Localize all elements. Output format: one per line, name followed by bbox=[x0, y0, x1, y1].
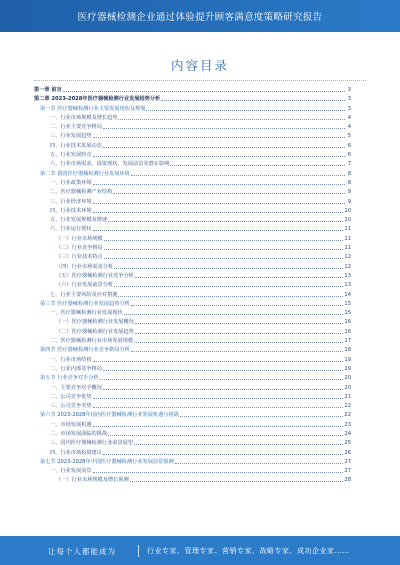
toc-entry[interactable] bbox=[34, 207, 351, 216]
toc-leader-dots bbox=[180, 416, 345, 417]
toc-entry-label: 三、行业经济环境 bbox=[50, 198, 93, 207]
toc-entry-label: 一、市场发展机遇 bbox=[50, 421, 93, 430]
toc-entry-label: 第一章 前言 bbox=[34, 86, 63, 95]
toc-entry[interactable] bbox=[34, 160, 351, 169]
toc-leader-dots bbox=[63, 91, 345, 92]
toc-entry-label: 三、国内医疗器械检测行业前景展望 bbox=[50, 439, 134, 448]
toc-entry-label: 第六节 2023-2028年国内医疗器械检测行业发展机遇与挑战 bbox=[40, 411, 180, 420]
toc-entry[interactable] bbox=[34, 188, 351, 197]
toc-entry-label: 二、市场发展面临的挑战 bbox=[50, 430, 108, 439]
toc-leader-dots bbox=[103, 128, 345, 129]
toc-leader-dots bbox=[114, 268, 345, 269]
toc-entry[interactable] bbox=[34, 263, 351, 272]
toc-entry-page: 15 bbox=[343, 309, 351, 318]
toc-entry-label: （二）行业竞争格局 bbox=[56, 244, 104, 253]
toc-leader-dots bbox=[118, 296, 345, 297]
toc-entry-label: 三、行业发展趋势 bbox=[50, 132, 93, 141]
toc-entry[interactable] bbox=[34, 430, 351, 439]
toc-leader-dots bbox=[93, 426, 345, 427]
toc-entry[interactable] bbox=[34, 244, 351, 253]
toc-entry-page: 12 bbox=[343, 263, 351, 272]
toc-entry-page: 11 bbox=[343, 235, 351, 244]
toc-leader-dots bbox=[104, 240, 345, 241]
toc-entry-label: （五）医疗器械检测行业竞争分析 bbox=[56, 272, 135, 281]
toc-entry[interactable] bbox=[34, 365, 351, 374]
toc-leader-dots bbox=[103, 454, 345, 455]
toc-entry-label: （一）行业市场规模 bbox=[56, 235, 104, 244]
toc-entry-page: 14 bbox=[343, 291, 351, 300]
toc-entry[interactable] bbox=[34, 402, 351, 411]
toc-leader-dots bbox=[104, 258, 345, 259]
toc-entry-page: 9 bbox=[347, 198, 351, 207]
toc-entry-page: 15 bbox=[343, 300, 351, 309]
toc-entry-page: 11 bbox=[343, 244, 351, 253]
toc-entry[interactable] bbox=[34, 476, 351, 485]
toc-entry-page: 21 bbox=[343, 393, 351, 402]
toc-entry[interactable] bbox=[34, 439, 351, 448]
toc-leader-dots bbox=[146, 110, 345, 111]
toc-entry-page: 19 bbox=[343, 356, 351, 365]
toc-leader-dots bbox=[93, 230, 345, 231]
toc-leader-dots bbox=[113, 193, 345, 194]
toc-entry[interactable] bbox=[34, 393, 351, 402]
toc-entry[interactable] bbox=[34, 328, 351, 337]
toc-entry-page: 9 bbox=[347, 188, 351, 197]
toc-entry-page: 5 bbox=[347, 132, 351, 141]
toc-leader-dots bbox=[93, 137, 345, 138]
toc-entry-page: 28 bbox=[343, 476, 351, 485]
toc-entry-page: 10 bbox=[343, 207, 351, 216]
toc-heading-divider bbox=[34, 80, 366, 81]
toc-entry[interactable] bbox=[34, 105, 351, 114]
toc-entry-label: 一、行业市场规模及增长趋势 bbox=[50, 114, 118, 123]
toc-leader-dots bbox=[93, 407, 345, 408]
toc-entry-page: 19 bbox=[343, 365, 351, 374]
toc-entry-page: 6 bbox=[347, 151, 351, 160]
toc-leader-dots bbox=[104, 249, 345, 250]
toc-entry-page: 22 bbox=[343, 411, 351, 420]
table-of-contents bbox=[34, 86, 351, 486]
toc-entry[interactable] bbox=[34, 346, 351, 355]
toc-entry[interactable] bbox=[34, 253, 351, 262]
toc-leader-dots bbox=[93, 398, 345, 399]
toc-entry-label: 一、医疗器械检测行业发展现状 bbox=[50, 309, 124, 318]
toc-leader-dots bbox=[93, 361, 345, 362]
toc-entry-label: 七、行业主要风险及应对措施 bbox=[50, 291, 118, 300]
toc-entry[interactable] bbox=[34, 123, 351, 132]
toc-leader-dots bbox=[103, 389, 345, 390]
toc-entry-page: 16 bbox=[343, 328, 351, 337]
toc-entry-label: 第四节 医疗器械检测行业竞争格局分析 bbox=[40, 346, 131, 355]
footer-divider bbox=[138, 545, 139, 557]
toc-entry-label: 第二节 我国医疗器械检测行业发展环境 bbox=[40, 170, 131, 179]
toc-entry-page: 12 bbox=[343, 253, 351, 262]
toc-entry[interactable] bbox=[34, 95, 351, 104]
toc-entry[interactable] bbox=[34, 86, 351, 95]
toc-entry[interactable] bbox=[34, 374, 351, 383]
toc-entry-label: 六、行业市场需求、投资现状、发展前景及潜在影响 bbox=[50, 160, 170, 169]
toc-entry-page: 22 bbox=[343, 402, 351, 411]
toc-entry-label: 第二章 2023-2028年医疗器械检测行业发展趋势分析 bbox=[34, 95, 161, 104]
toc-entry[interactable] bbox=[34, 132, 351, 141]
toc-leader-dots bbox=[134, 342, 345, 343]
toc-leader-dots bbox=[135, 323, 345, 324]
toc-entry[interactable] bbox=[34, 449, 351, 458]
toc-entry[interactable] bbox=[34, 300, 351, 309]
toc-entry-page: 6 bbox=[347, 142, 351, 151]
toc-entry-page: 16 bbox=[343, 318, 351, 327]
page-footer bbox=[0, 536, 400, 565]
toc-entry[interactable] bbox=[34, 411, 351, 420]
toc-entry-page: 24 bbox=[343, 430, 351, 439]
toc-entry-label: 四、行业市场投资建议 bbox=[50, 449, 103, 458]
toc-entry-label: 四、行业技术环境 bbox=[50, 207, 93, 216]
footer-slogan: 让每个人都能成为 bbox=[48, 547, 116, 556]
toc-leader-dots bbox=[93, 203, 345, 204]
toc-leader-dots bbox=[108, 435, 345, 436]
toc-entry[interactable] bbox=[34, 142, 351, 151]
toc-entry-label: （一）医疗器械检测行业发展概况 bbox=[56, 318, 135, 327]
toc-entry-label: 第五节 行业竞争对手分析 bbox=[40, 374, 100, 383]
toc-entry[interactable] bbox=[34, 114, 351, 123]
toc-entry-label: 二、医疗器械检测产业结构 bbox=[50, 188, 113, 197]
toc-entry-page: 17 bbox=[343, 337, 351, 346]
toc-entry-label: 第三节 医疗器械检测行业发展趋势分析 bbox=[40, 300, 131, 309]
toc-entry-page: 27 bbox=[343, 458, 351, 467]
toc-leader-dots bbox=[130, 481, 345, 482]
toc-entry[interactable] bbox=[34, 281, 351, 290]
report-title: 医疗器械检测企业通过体验提升顾客满意度策略研究报告 bbox=[77, 12, 323, 23]
toc-entry-page: 26 bbox=[343, 449, 351, 458]
toc-entry-label: （一）行业市场规模及增长预测 bbox=[56, 476, 130, 485]
toc-entry-label: 三、公司竞争劣势 bbox=[50, 402, 93, 411]
toc-entry-page: 25 bbox=[343, 439, 351, 448]
toc-entry-label: 一、行业市场结构 bbox=[50, 356, 93, 365]
toc-entry-page: 11 bbox=[343, 225, 351, 234]
toc-entry-page: 4 bbox=[347, 123, 351, 132]
toc-entry[interactable] bbox=[34, 458, 351, 467]
toc-entry-label: 四、行业技术发展动态 bbox=[50, 142, 103, 151]
toc-entry[interactable] bbox=[34, 318, 351, 327]
toc-entry-page: 23 bbox=[343, 421, 351, 430]
toc-leader-dots bbox=[170, 165, 345, 166]
toc-leader-dots bbox=[103, 370, 345, 371]
toc-entry-label: 五、行业发展规模及增速 bbox=[50, 216, 108, 225]
toc-entry-label: （三）行业技术特点 bbox=[56, 253, 104, 262]
toc-entry[interactable] bbox=[34, 384, 351, 393]
toc-entry-label: （六）行业发展前景分析 bbox=[56, 281, 114, 290]
toc-entry-label: （四）行业市场需求分析 bbox=[56, 263, 114, 272]
toc-leader-dots bbox=[131, 305, 345, 306]
toc-entry-label: 第七节 2023-2028年中国医疗器械检测行业发展前景预测 bbox=[40, 458, 175, 467]
toc-entry-page: 20 bbox=[343, 384, 351, 393]
toc-leader-dots bbox=[131, 175, 345, 176]
toc-leader-dots bbox=[93, 472, 345, 473]
toc-entry-label: 二、行业内部竞争格局 bbox=[50, 365, 103, 374]
toc-entry-label: 第一节 医疗器械检测行业主要发展现状及规划 bbox=[40, 105, 146, 114]
toc-entry-page: 18 bbox=[343, 346, 351, 355]
toc-leader-dots bbox=[114, 286, 345, 287]
toc-leader-dots bbox=[108, 221, 345, 222]
toc-entry-page: 8 bbox=[347, 179, 351, 188]
toc-entry-label: 二、行业主要竞争格局 bbox=[50, 123, 103, 132]
toc-entry-page: 8 bbox=[347, 170, 351, 179]
toc-entry-page: 3 bbox=[347, 86, 351, 95]
toc-entry[interactable] bbox=[34, 151, 351, 160]
footer-tagline: 行业专家、管理专家、营销专家、战略专家、成功企业家…… bbox=[147, 547, 350, 555]
toc-entry[interactable] bbox=[34, 272, 351, 281]
toc-entry-page: 4 bbox=[347, 114, 351, 123]
toc-leader-dots bbox=[100, 379, 345, 380]
toc-entry[interactable] bbox=[34, 235, 351, 244]
toc-entry-label: 二、医疗器械检测行业市场发展规模 bbox=[50, 337, 134, 346]
toc-leader-dots bbox=[135, 333, 345, 334]
toc-leader-dots bbox=[124, 314, 345, 315]
toc-entry-page: 20 bbox=[343, 374, 351, 383]
toc-entry[interactable] bbox=[34, 170, 351, 179]
toc-leader-dots bbox=[175, 463, 345, 464]
toc-entry[interactable] bbox=[34, 421, 351, 430]
toc-leader-dots bbox=[135, 277, 345, 278]
toc-entry[interactable] bbox=[34, 198, 351, 207]
toc-leader-dots bbox=[93, 212, 345, 213]
toc-entry-label: （二）医疗器械检测行业发展趋势 bbox=[56, 328, 135, 337]
page-header bbox=[0, 0, 400, 32]
toc-entry-page: 13 bbox=[343, 281, 351, 290]
toc-heading: 内容目录 bbox=[170, 58, 229, 73]
toc-entry[interactable] bbox=[34, 225, 351, 234]
toc-entry-label: 六、行业运行现状 bbox=[50, 225, 93, 234]
toc-leader-dots bbox=[161, 100, 345, 101]
toc-entry[interactable] bbox=[34, 356, 351, 365]
toc-entry[interactable] bbox=[34, 309, 351, 318]
toc-entry-page: 10 bbox=[343, 216, 351, 225]
toc-entry-page: 7 bbox=[347, 160, 351, 169]
toc-entry-label: 一、行业发展前景 bbox=[50, 467, 93, 476]
toc-entry-page: 13 bbox=[343, 272, 351, 281]
toc-leader-dots bbox=[134, 444, 345, 445]
toc-entry-label: 五、行业发展特点 bbox=[50, 151, 93, 160]
toc-entry-label: 二、公司竞争优势 bbox=[50, 393, 93, 402]
toc-entry-label: 一、行业政策环境 bbox=[50, 179, 93, 188]
toc-entry[interactable] bbox=[34, 179, 351, 188]
toc-entry-page: 27 bbox=[343, 467, 351, 476]
toc-leader-dots bbox=[103, 147, 345, 148]
toc-entry[interactable] bbox=[34, 291, 351, 300]
toc-leader-dots bbox=[118, 119, 345, 120]
toc-leader-dots bbox=[93, 156, 345, 157]
toc-entry[interactable] bbox=[34, 216, 351, 225]
toc-entry-page: 3 bbox=[347, 105, 351, 114]
toc-entry[interactable] bbox=[34, 467, 351, 476]
toc-entry[interactable] bbox=[34, 337, 351, 346]
toc-leader-dots bbox=[93, 184, 345, 185]
toc-entry-label: 一、主要竞争对手概况 bbox=[50, 384, 103, 393]
toc-leader-dots bbox=[131, 351, 345, 352]
toc-entry-page: 3 bbox=[347, 95, 351, 104]
